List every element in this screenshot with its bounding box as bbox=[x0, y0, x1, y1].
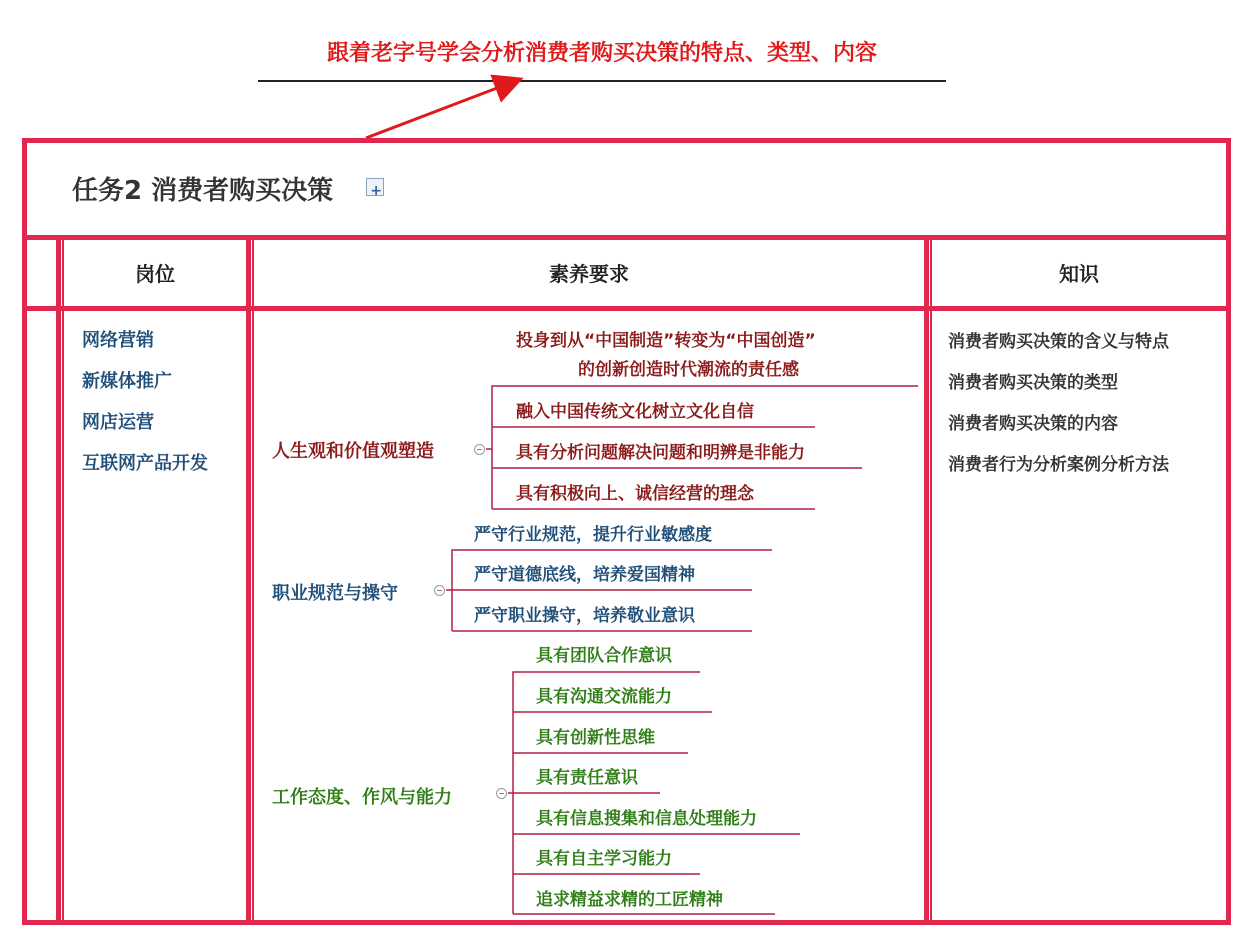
leaf-item: 具有信息搜集和信息处理能力 bbox=[536, 809, 757, 829]
leaf-item: 具有自主学习能力 bbox=[536, 849, 672, 869]
header-knowledge: 知识 bbox=[1059, 262, 1099, 286]
post-item: 网络营销 bbox=[82, 330, 154, 351]
leaf-item: 严守职业操守，培养敬业意识 bbox=[474, 606, 695, 626]
leaf-item: 追求精益求精的工匠精神 bbox=[536, 890, 723, 910]
leaf-item: 具有责任意识 bbox=[536, 768, 638, 788]
branch-attitude: 工作态度、作风与能力 bbox=[272, 787, 452, 808]
post-item: 新媒体推广 bbox=[82, 371, 172, 392]
leaf-item: 严守道德底线，培养爱国精神 bbox=[474, 565, 695, 585]
knowledge-item: 消费者购买决策的内容 bbox=[948, 414, 1118, 434]
collapse-toggle-icon[interactable] bbox=[434, 585, 445, 596]
post-item: 互联网产品开发 bbox=[82, 453, 208, 474]
knowledge-item: 消费者行为分析案例分析方法 bbox=[948, 455, 1169, 475]
collapse-toggle-icon[interactable] bbox=[474, 444, 485, 455]
task-title: 任务2 消费者购买决策 bbox=[72, 176, 334, 206]
leaf-item: 的创新创造时代潮流的责任感 bbox=[578, 360, 799, 380]
knowledge-item: 消费者购买决策的类型 bbox=[948, 373, 1118, 393]
leaf-item: 投身到从“中国制造”转变为“中国创造” bbox=[516, 331, 816, 351]
header-post: 岗位 bbox=[135, 262, 175, 286]
leaf-item: 具有团队合作意识 bbox=[536, 646, 672, 666]
leaf-item: 具有创新性思维 bbox=[536, 728, 655, 748]
knowledge-item: 消费者购买决策的含义与特点 bbox=[948, 332, 1169, 352]
leaf-item: 具有沟通交流能力 bbox=[536, 687, 672, 707]
leaf-item: 具有积极向上、诚信经营的理念 bbox=[516, 484, 754, 504]
branch-values: 人生观和价值观塑造 bbox=[272, 441, 434, 462]
leaf-item: 具有分析问题解决问题和明辨是非能力 bbox=[516, 443, 805, 463]
header-quality: 素养要求 bbox=[549, 262, 629, 286]
banner-title: 跟着老字号学会分析消费者购买决策的特点、类型、内容 bbox=[326, 41, 877, 66]
leaf-item: 严守行业规范，提升行业敏感度 bbox=[474, 525, 712, 545]
post-item: 网店运营 bbox=[82, 412, 154, 433]
collapse-toggle-icon[interactable] bbox=[496, 788, 507, 799]
leaf-item: 融入中国传统文化树立文化自信 bbox=[516, 402, 754, 422]
branch-professional: 职业规范与操守 bbox=[272, 583, 398, 604]
